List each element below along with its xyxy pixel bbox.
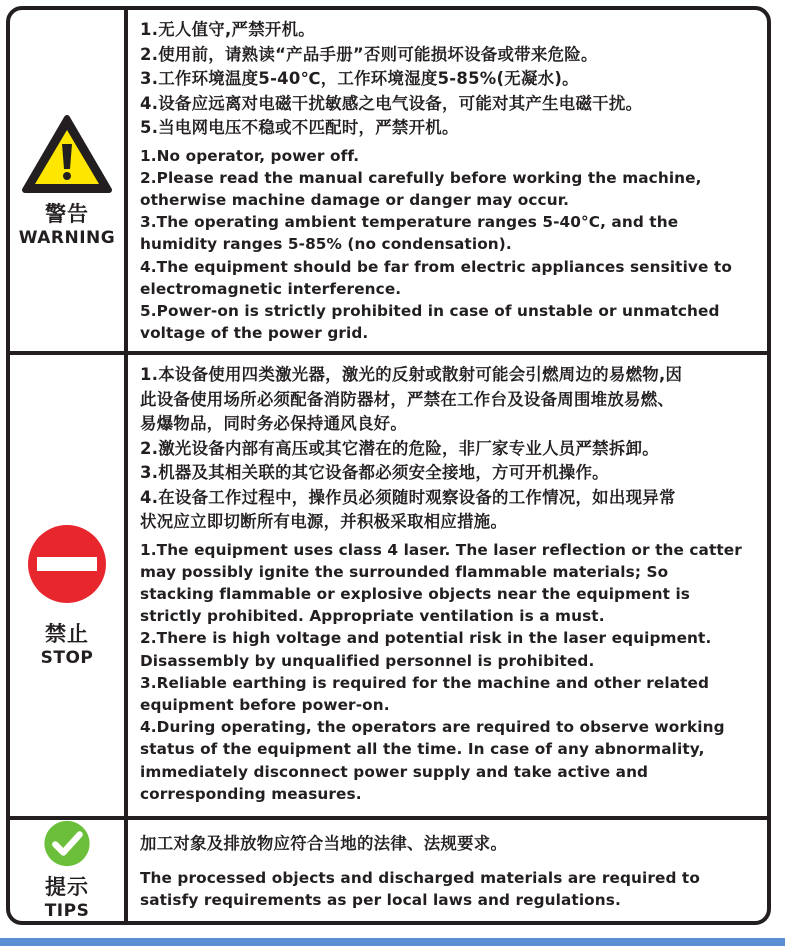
stop-en-line: corresponding measures.: [140, 784, 362, 803]
stop-cn-line: 状况应立即切断所有电源，并积极采取相应措施。: [140, 512, 508, 531]
bottom-accent-bar: [0, 938, 785, 946]
warning-en-line: 2.Please read the manual carefully before working the machine,: [140, 168, 702, 187]
warning-en-line: electromagnetic interference.: [140, 279, 402, 298]
warning-cn-line: 3.工作环境温度5-40℃，工作环境湿度5-85%(无凝水)。: [140, 69, 579, 88]
warning-en-line: 3.The operating ambient temperature ranges 5-40°C, and the: [140, 213, 679, 232]
stop-cn-line: 易爆物品，同时务必保持通风良好。: [140, 414, 408, 433]
warning-label-cn: 警告: [45, 201, 89, 226]
warning-section: [10, 10, 767, 355]
stop-label-cn: 禁止: [45, 621, 89, 646]
checkmark-circle-icon: [41, 820, 93, 867]
warning-triangle-icon: [21, 114, 113, 194]
stop-icon-column: [10, 355, 128, 816]
warning-en-line: voltage of the power grid.: [140, 324, 369, 343]
warning-cn-line: 1.无人值守,严禁开机。: [140, 20, 315, 39]
warning-en-line: otherwise machine damage or danger may occur.: [140, 190, 570, 209]
stop-en-line: immediately disconnect power supply and take active and: [140, 762, 649, 781]
stop-en-block: [140, 539, 757, 805]
no-entry-icon: [27, 524, 107, 604]
stop-en-line: status of the equipment all the time. In case of any abnormality,: [140, 740, 705, 759]
stop-en-line: 3.Reliable earthing is required for the machine and other related: [140, 673, 710, 692]
tips-label-cn: 提示: [45, 875, 89, 899]
stop-en-line: strictly prohibited. Appropriate ventilation is a must.: [140, 607, 605, 626]
tips-section: [10, 820, 767, 921]
stop-cn-line: 4.在设备工作过程中，操作员必须随时观察设备的工作情况，如出现异常: [140, 487, 676, 507]
warning-en-line: humidity ranges 5-85% (no condensation).: [140, 235, 512, 254]
warning-en-block: [140, 145, 757, 345]
stop-text: [128, 355, 767, 816]
warning-text: [128, 10, 767, 351]
warning-en-line: 1.No operator, power off.: [140, 146, 360, 165]
stop-en-line: 2.There is high voltage and potential risk in the laser equipment.: [140, 629, 712, 648]
warning-en-line: 4.The equipment should be far from electric appliances sensitive to: [140, 257, 732, 276]
tips-text: [128, 820, 767, 921]
stop-cn-line: 3.机器及其相关联的其它设备都必须安全接地，方可开机操作。: [140, 463, 609, 482]
stop-en-line: stacking flammable or explosive objects near the equipment is: [140, 584, 690, 603]
stop-en-line: 1.The equipment uses class 4 laser. The laser reflection or the catter: [140, 540, 742, 559]
safety-label-panel: [6, 6, 771, 925]
warning-cn-line: 5.当电网电压不稳或不匹配时，严禁开机。: [140, 118, 459, 137]
tips-en-line: satisfy requirements as per local laws and regulations.: [140, 890, 621, 909]
tips-en-line: The processed objects and discharged materials are required to: [140, 868, 700, 887]
stop-cn-line: 此设备使用场所必须配备消防器材，严禁在工作台及设备周围堆放易燃、: [140, 389, 675, 409]
warning-en-line: 5.Power-on is strictly prohibited in case of unstable or unmatched: [140, 301, 720, 320]
warning-icon-column: [10, 10, 128, 351]
tips-cn-line: 加工对象及排放物应符合当地的法律、法规要求。: [140, 834, 508, 853]
stop-section: [10, 355, 767, 820]
warning-cn-line: 4.设备应远离对电磁干扰敏感之电气设备，可能对其产生电磁干扰。: [140, 93, 643, 113]
stop-cn-line: 1.本设备使用四类激光器，激光的反射或散射可能会引燃周边的易燃物,因: [140, 365, 683, 384]
tips-en-block: [140, 867, 757, 911]
stop-en-line: may possibly ignite the surrounded flammable materials; So: [140, 562, 669, 581]
warning-cn-line: 2.使用前，请熟读“产品手册”否则可能损坏设备或带来危险。: [140, 44, 598, 64]
stop-label-en: STOP: [40, 647, 94, 668]
tips-icon-column: [10, 820, 128, 921]
warning-label-en: WARNING: [18, 227, 116, 248]
stop-en-line: equipment before power-on.: [140, 695, 390, 714]
stop-en-line: 4.During operating, the operators are required to observe working: [140, 718, 725, 737]
tips-label-en: TIPS: [44, 901, 90, 921]
stop-cn-line: 2.激光设备内部有高压或其它潜在的危险，非厂家专业人员严禁拆卸。: [140, 438, 659, 458]
stop-en-line: Disassembly by unqualified personnel is prohibited.: [140, 651, 595, 670]
